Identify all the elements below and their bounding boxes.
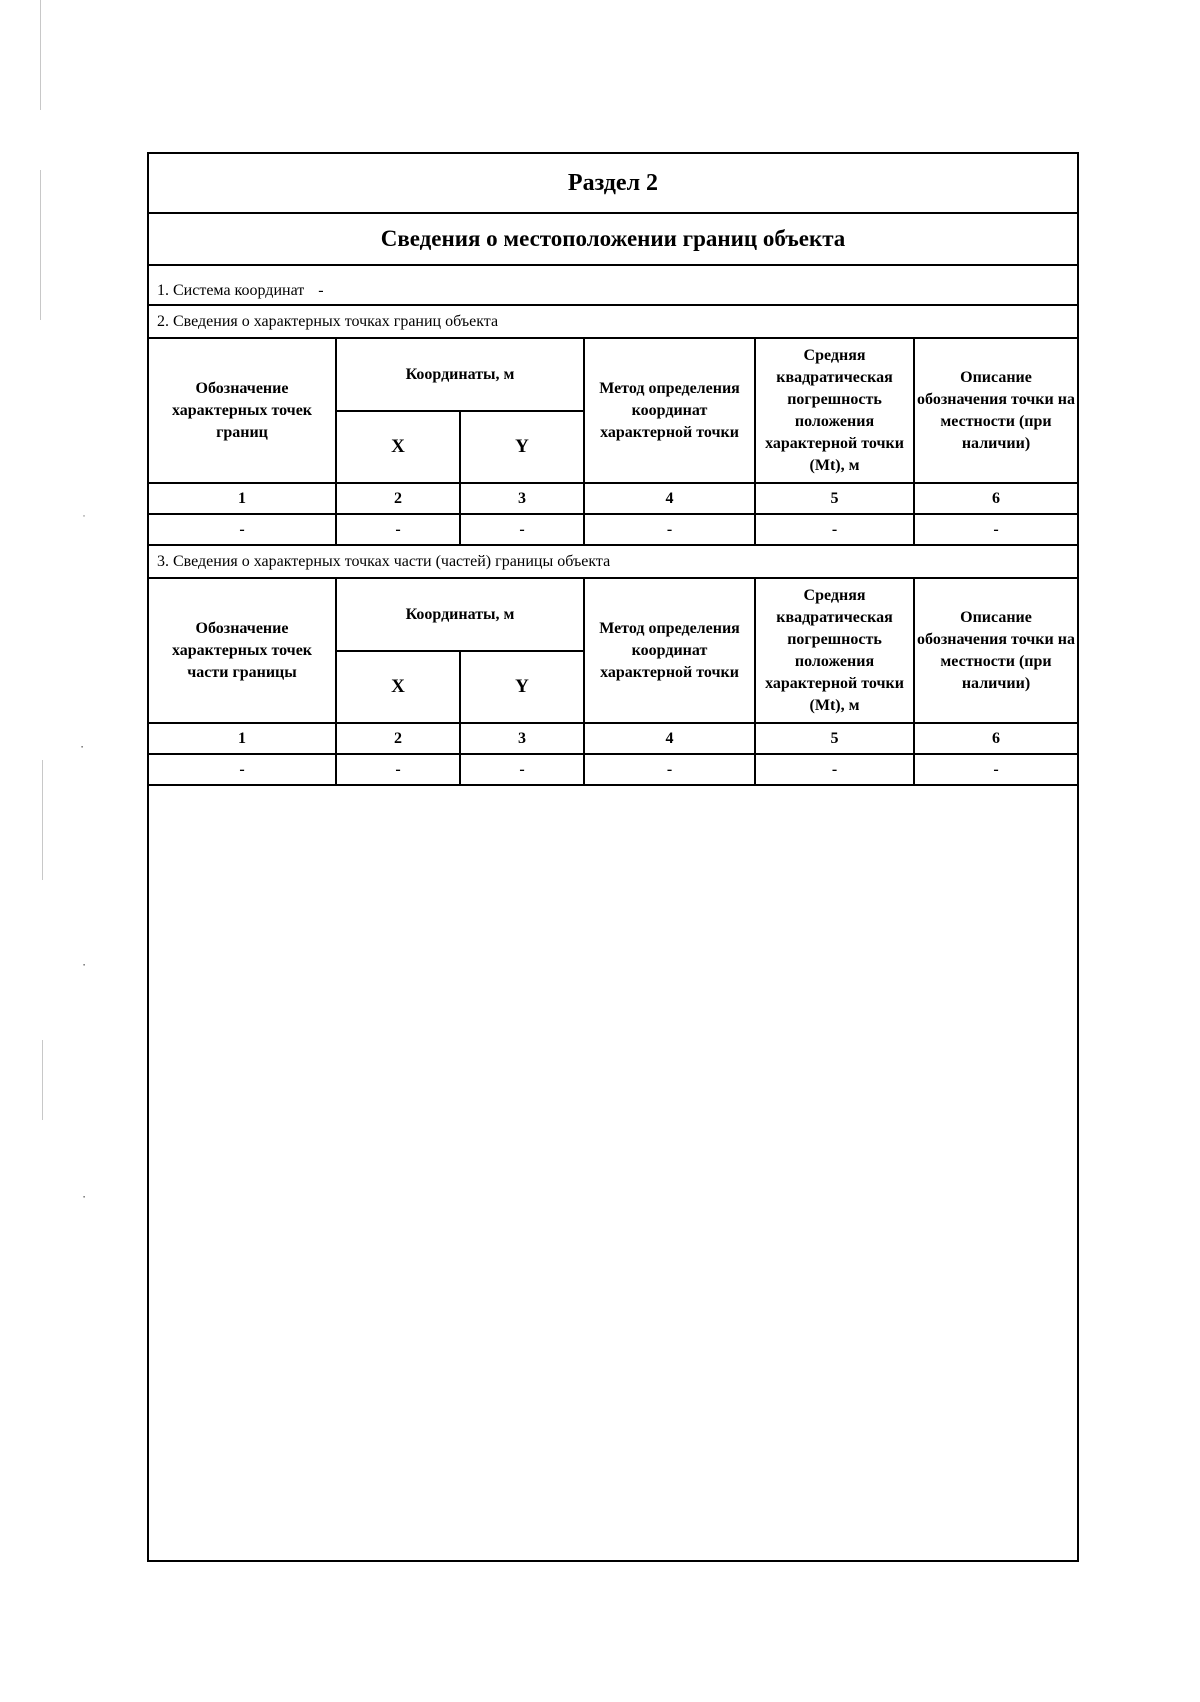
- table-cell: -: [460, 514, 584, 545]
- table-cell: -: [914, 754, 1077, 785]
- table-cell: -: [336, 754, 460, 785]
- boundary-points-heading: [149, 306, 1077, 339]
- column-number: 3: [460, 483, 584, 514]
- column-number: 2: [336, 723, 460, 754]
- section-title: Раздел 2: [149, 154, 1077, 214]
- column-number: 4: [584, 483, 755, 514]
- scan-edge-line: [42, 760, 43, 880]
- header-mean-error: Средняя квадратическая погрешность положения характерной точки (Mt), м: [755, 579, 914, 723]
- header-point-designation: Обозначение характерных точек части границы: [149, 579, 336, 723]
- column-number: 5: [755, 723, 914, 754]
- header-description: Описание обозначения точки на местности (при наличии): [914, 579, 1077, 723]
- header-coordinates: Координаты, м: [336, 339, 584, 411]
- table-cell: -: [149, 754, 336, 785]
- column-number: 6: [914, 483, 1077, 514]
- scan-speck: ⋅: [82, 1190, 87, 1204]
- header-mean-error: Средняя квадратическая погрешность положения характерной точки (Mt), м: [755, 339, 914, 483]
- part-boundary-points-table: [149, 579, 1077, 786]
- scan-speck: ˙: [82, 512, 86, 526]
- header-x: X: [336, 411, 460, 483]
- header-description: Описание обозначения точки на местности (при наличии): [914, 339, 1077, 483]
- column-number: 5: [755, 483, 914, 514]
- table-cell: -: [914, 514, 1077, 545]
- header-point-designation: Обозначение характерных точек границ: [149, 339, 336, 483]
- column-number: 4: [584, 723, 755, 754]
- table-cell: -: [584, 514, 755, 545]
- table-cell: -: [149, 514, 336, 545]
- column-number: 1: [149, 483, 336, 514]
- header-y: Y: [460, 651, 584, 723]
- scan-edge-line: [42, 1040, 43, 1120]
- table-cell: -: [755, 754, 914, 785]
- header-x: X: [336, 651, 460, 723]
- boundary-points-table: [149, 339, 1077, 546]
- column-number: 6: [914, 723, 1077, 754]
- table-cell: -: [584, 754, 755, 785]
- scan-speck: ⋅: [82, 958, 87, 972]
- coordinate-system-line: [149, 266, 1077, 306]
- column-number: 1: [149, 723, 336, 754]
- coordinate-system-label: 1. Система координат: [157, 282, 305, 299]
- header-coordinates: Координаты, м: [336, 579, 584, 651]
- section-subtitle: Сведения о местоположении границ объекта: [149, 214, 1077, 266]
- part-boundary-points-heading: [149, 546, 1077, 579]
- header-y: Y: [460, 411, 584, 483]
- boundary-points-label: 2. Сведения о характерных точках границ объекта: [157, 312, 499, 330]
- table-cell: -: [755, 514, 914, 545]
- coordinate-system-value: -: [318, 282, 324, 299]
- column-number: 3: [460, 723, 584, 754]
- table-cell: -: [336, 514, 460, 545]
- header-method: Метод определения координат характерной точки: [584, 339, 755, 483]
- part-boundary-points-label: 3. Сведения о характерных точках части (частей) границы объекта: [157, 552, 611, 570]
- column-number: 2: [336, 483, 460, 514]
- scan-edge-line: [40, 0, 41, 110]
- header-method: Метод определения координат характерной точки: [584, 579, 755, 723]
- scan-edge-line: [40, 170, 41, 320]
- scan-speck: ⋅: [80, 740, 85, 754]
- table-cell: -: [460, 754, 584, 785]
- document-frame: [147, 152, 1079, 1562]
